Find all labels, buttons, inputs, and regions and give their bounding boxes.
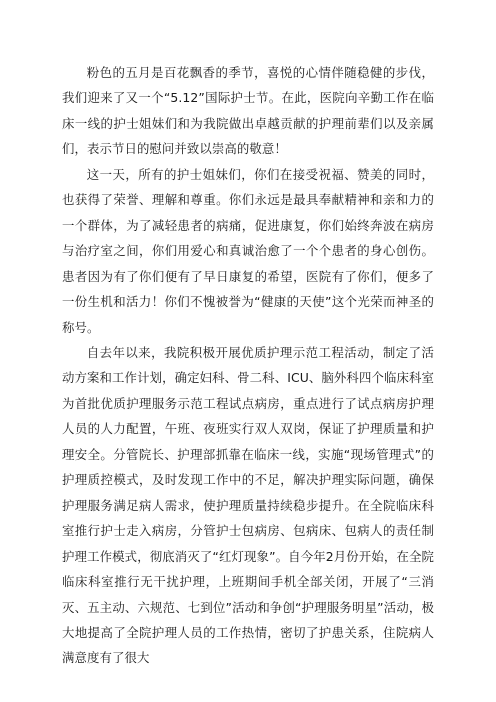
paragraph-3: 自去年以来，我院积极开展优质护理示范工程活动，制定了活动方案和工作计划，确定妇科、骨二科、ICU、脑外科四个临床科室为首批优质护理服务示范工程试点病房，重点进行了试点病房护理人员的人力配置，午班、夜班实行双人双岗，保证了护理质量和护理安全。分管院长、护理部抓靠在临床一线，实施“现场管理式”的护理质控模式，及时发现工作中的不足，解决护理实际问题，确保护理服务满足病人需求，使护理质量持续稳步提升。在全院临床科室推行护士走入病房，分管护士包病房、包病床、包病人的责任制护理工作模式，彻底消灭了“红灯现象”。自今年2月份开始，在全院临床科室推行无干扰护理，上班期间手机全部关闭，开展了“三消灭、五主动、六规范、七到位”活动和争创“护理服务明星”活动，极大地提高了全院护理人员的工作热情，密切了护患关系，住院病人满意度有了很大 (62, 344, 434, 666)
document-body (62, 60, 434, 671)
paragraph-1: 粉色的五月是百花飘香的季节，喜悦的心情伴随稳健的步伐，我们迎来了又一个“5.12”国际护士节。在此，医院向辛勤工作在临床一线的护士姐妹们和为我院做出卓越贡献的护理前辈们以及亲属们，表示节日的慰问并致以崇高的敬意！ (62, 65, 434, 157)
paragraph-2: 这一天，所有的护士姐妹们，你们在接受祝福、赞美的同时，也获得了荣誉、理解和尊重。你们永远是最具奉献精神和亲和力的一个群体，为了减轻患者的病痛，促进康复，你们始终奔波在病房与治疗室之间，你们用爱心和真诚治愈了一个个患者的身心创伤。患者因为有了你们便有了早日康复的希望，医院有了你们，便多了一份生机和活力！你们不愧被誉为“健康的天使”这个光荣而神圣的称号。 (62, 166, 434, 335)
